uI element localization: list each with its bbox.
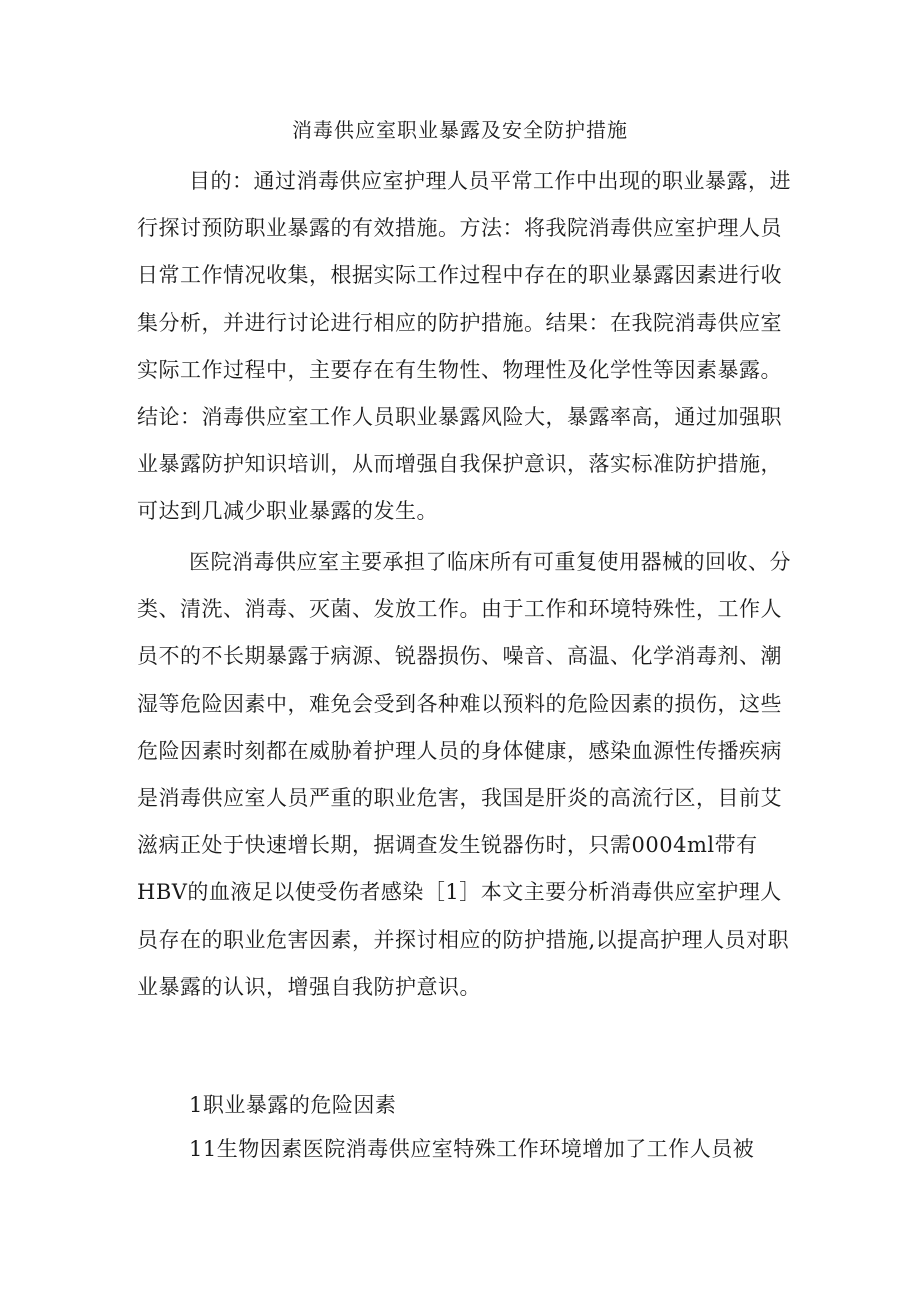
section-heading: 1职业暴露的危险因素 [189, 1093, 397, 1117]
section-paragraph [137, 1126, 797, 1173]
paragraph-text: 目的：通过消毒供应室护理人员平常工作中出现的职业暴露，进行探讨预防职业暴露的有效措施。方法：将我院消毒供应室护理人员日常工作情况收集，根据实际工作过程中存在的职业暴露因素进行收集分析，并进行讨论进行相应的防护措施。结果：在我院消毒供应室实际工作过程中，主要存在有生物性、物理性及化学性等因素暴露。结论：消毒供应室工作人员职业暴露风险大，暴露率高，通过加强职业暴露防护知识培训，从而增强自我保护意识，落实标准防护措施，可达到几减少职业暴露的发生。 [137, 169, 791, 524]
abstract-paragraph [137, 158, 797, 536]
paragraph-text: 医院消毒供应室主要承担了临床所有可重复使用器械的回收、分类、清洗、消毒、灭菌、发放工作。由于工作和环境特殊性，工作人员不的不长期暴露于病源、锐器损伤、噪音、高温、化学消毒剂、潮湿等危险因素中，难免会受到各种难以预料的危险因素的损伤，这些危险因素时刻都在威胁着护理人员的身体健康，感染血源性传播疾病是消毒供应室人员严重的职业危害，我国是肝炎的高流行区，目前艾滋病正处于快速增长期，据调查发生锐器伤时，只需0004ml带有HBV的血液足以使受伤者感染［1］本文主要分析消毒供应室护理人员存在的职业危害因素，并探讨相应的防护措施,以提高护理人员对职业暴露的认识，增强自我防护意识。 [137, 550, 791, 999]
document-title: 消毒供应室职业暴露及安全防护措施 [292, 118, 628, 142]
intro-paragraph [137, 539, 797, 1011]
paragraph-text: 11生物因素医院消毒供应室特殊工作环境增加了工作人员被 [189, 1137, 755, 1161]
